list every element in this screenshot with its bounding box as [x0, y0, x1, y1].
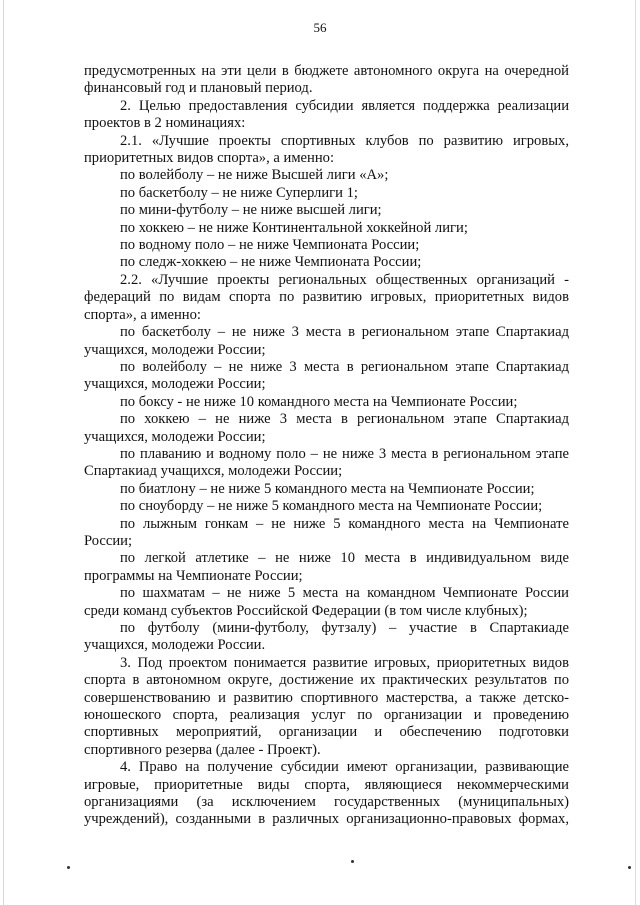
- list-item: по волейболу – не ниже 3 места в региональном этапе Спартакиад учащихся, молодежи России;: [84, 358, 569, 393]
- paragraph-item-2-1: 2.1. «Лучшие проекты спортивных клубов по развитию игровых, приоритетных видов спорта», а именно:: [84, 132, 569, 167]
- list-item: по плаванию и водному поло – не ниже 3 места в региональном этапе Спартакиад учащихся, молодежи России;: [84, 445, 569, 480]
- list-item: по лыжным гонкам – не ниже 5 командного места на Чемпионате России;: [84, 515, 569, 549]
- scan-speck: [67, 866, 70, 869]
- paragraph-item-2-2: 2.2. «Лучшие проекты региональных общественных организаций - федераций по видам спорта по развитию игровых, приоритетных видов спорта», а именно:: [84, 271, 569, 323]
- list-item: по хоккею – не ниже 3 места в региональном этапе Спартакиад учащихся, молодежи России;: [84, 411, 569, 445]
- list-item: по баскетболу – не ниже Суперлиги 1;: [120, 184, 358, 201]
- list-item: по водному поло – не ниже Чемпионата России;: [120, 237, 420, 254]
- list-item: по волейболу – не ниже Высшей лиги «А»;: [120, 167, 389, 184]
- list-item: по легкой атлетике – не ниже 10 места в индивидуальном виде программы на Чемпионате России;: [84, 550, 569, 584]
- page-edge-right: [635, 0, 636, 905]
- paragraph-continuation: предусмотренных на эти цели в бюджете автономного округа на очередной финансовый год и плановый период.: [84, 63, 569, 97]
- scan-speck: [351, 860, 354, 863]
- list-item: по мини-футболу – не ниже высшей лиги;: [120, 202, 382, 219]
- page-number: 56: [313, 20, 327, 35]
- paragraph-item-2: 2. Целью предоставления субсидии является поддержка реализации проектов в 2 номинациях:: [84, 97, 569, 132]
- list-item: по хоккею – не ниже Континентальной хоккейной лиги;: [120, 219, 468, 236]
- list-item: по баскетболу – не ниже 3 места в региональном этапе Спартакиад учащихся, молодежи России;: [84, 324, 569, 358]
- list-item: по следж-хоккею – не ниже Чемпионата России;: [120, 254, 422, 271]
- document-body: [84, 63, 569, 829]
- paragraph-item-3: 3. Под проектом понимается развитие игровых, приоритетных видов спорта в автономном округе, достижение их практических результатов по совершенствованию и развитию спортивного мастерства, а также детско-юношеского спорта, реализация услуг по организации и проведению спортивных мероприятий, организации и обеспечению подготовки спортивного резерва (далее - Проект).: [84, 654, 569, 758]
- scan-speck: [628, 866, 631, 869]
- paragraph-item-4: 4. Право на получение субсидии имеют организации, развивающие игровые, приоритетные виды спорта, являющиеся некоммерческими организациями (за исключением государственных (муниципальных) учреждений), созданными в различных организационно-правовых формах,: [84, 759, 569, 828]
- list-item: по боксу - не ниже 10 командного места на Чемпионате России;: [120, 393, 518, 410]
- list-item: по шахматам – не ниже 5 места на командном Чемпионате России среди команд субъектов Российской Федерации (в том числе клубных);: [84, 585, 569, 619]
- page-edge-left: [3, 0, 4, 905]
- list-item: по футболу (мини-футболу, футзалу) – участие в Спартакиаде учащихся, молодежи России.: [84, 620, 569, 654]
- list-item: по биатлону – не ниже 5 командного места на Чемпионате России;: [120, 480, 535, 497]
- list-item: по сноуборду – не ниже 5 командного места на Чемпионате России;: [120, 498, 543, 515]
